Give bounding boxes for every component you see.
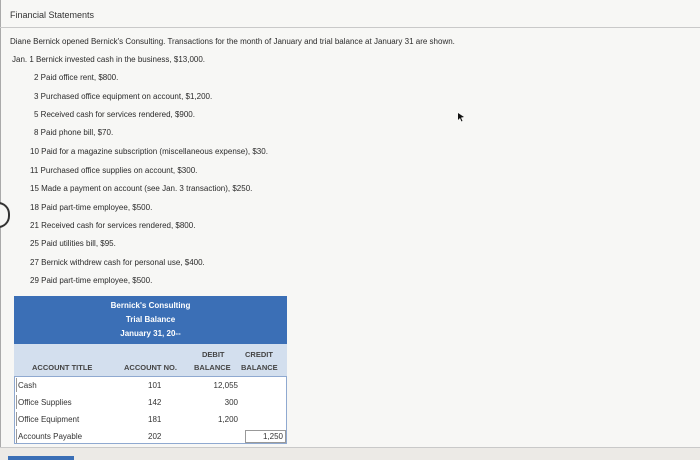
transaction-item: 2 Paid office rent, $800. [34, 73, 119, 82]
bottom-bar [0, 448, 700, 460]
credit-amount: 1,250 [262, 432, 283, 441]
table-row [15, 394, 286, 411]
transaction-item: 25 Paid utilities bill, $95. [30, 239, 116, 248]
report-name: Trial Balance [125, 315, 176, 324]
debit-balance-header: BALANCE [194, 363, 231, 372]
trial-balance-header [14, 296, 287, 344]
account-title-header: ACCOUNT TITLE [32, 363, 93, 372]
account-name: Office Supplies [18, 398, 72, 407]
account-number: 142 [148, 398, 162, 407]
section-title: Financial Statements [10, 10, 95, 20]
table-row [15, 377, 286, 394]
transaction-item: 18 Paid part-time employee, $500. [30, 203, 153, 212]
left-edge [0, 0, 1, 460]
credit-header: CREDIT [245, 350, 273, 359]
debit-header: DEBIT [202, 350, 225, 359]
account-number: 202 [148, 432, 162, 441]
account-name: Accounts Payable [18, 432, 83, 441]
transaction-item: 8 Paid phone bill, $70. [34, 128, 114, 137]
debit-amount: 1,200 [217, 415, 238, 424]
debit-amount: 300 [224, 398, 238, 407]
account-number: 181 [148, 415, 162, 424]
company-name: Bernick's Consulting [110, 301, 191, 310]
transaction-item: 5 Received cash for services rendered, $900. [34, 110, 195, 119]
transaction-item: 10 Paid for a magazine subscription (miscellaneous expense), $30. [30, 147, 268, 156]
account-name: Cash [18, 381, 37, 390]
transaction-item: 3 Purchased office equipment on account, $1,200. [34, 92, 213, 101]
table-row [15, 411, 286, 428]
table-row [15, 428, 286, 445]
problem-intro: Diane Bernick opened Bernick's Consulting. Transactions for the month of January and trial balance at January 31 are shown. [10, 37, 455, 46]
transaction-item: 21 Received cash for services rendered, $800. [30, 221, 196, 230]
account-name: Office Equipment [18, 415, 80, 424]
transaction-item: 11 Purchased office supplies on account, $300. [30, 166, 198, 175]
trial-balance-table [14, 376, 287, 444]
transaction-item: 29 Paid part-time employee, $500. [30, 276, 153, 285]
bottom-tab-indicator[interactable] [8, 456, 74, 460]
transaction-item: 15 Made a payment on account (see Jan. 3 transaction), $250. [30, 184, 253, 193]
report-date: January 31, 20-- [120, 329, 181, 338]
transaction-item: 27 Bernick withdrew cash for personal use, $400. [30, 258, 205, 267]
debit-amount: 12,055 [213, 381, 238, 390]
transaction-item: Jan. 1 Bernick invested cash in the business, $13,000. [12, 55, 206, 64]
credit-balance-header: BALANCE [241, 363, 278, 372]
divider [0, 27, 700, 28]
mouse-cursor-icon [457, 112, 465, 122]
account-number: 101 [148, 381, 162, 390]
side-panel-toggle[interactable] [0, 202, 10, 228]
account-no-header: ACCOUNT NO. [124, 363, 177, 372]
trial-balance-column-headers [14, 344, 287, 376]
